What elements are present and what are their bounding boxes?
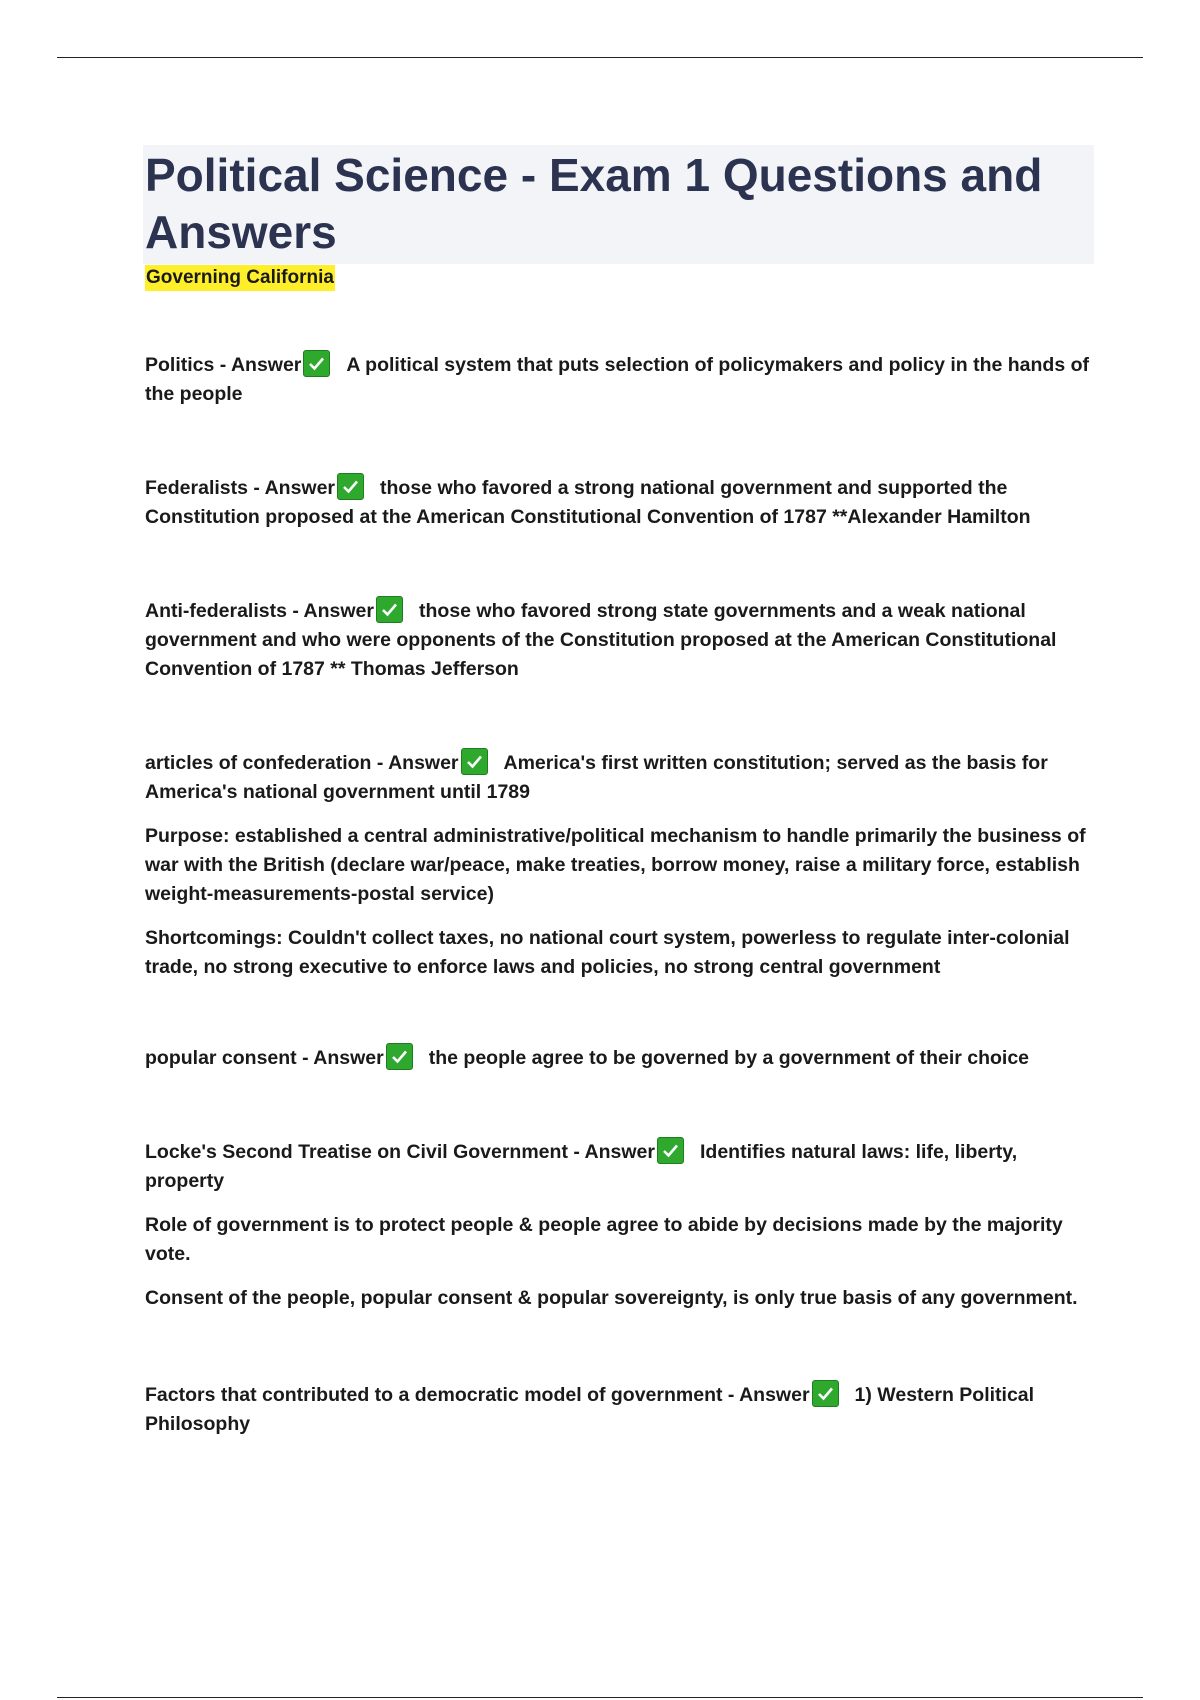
qa-item-politics bbox=[145, 350, 1095, 409]
qa-item-federalists bbox=[145, 473, 1095, 532]
check-mark-icon bbox=[461, 748, 488, 775]
answer-paragraph: Purpose: established a central administrative/political mechanism to handle primarily the business of war with the British (declare war/peace, make treaties, borrow money, raise a military force, establish weight-measurements-postal service) bbox=[145, 825, 1086, 905]
term: Federalists - Answer bbox=[145, 477, 336, 499]
answer: America's first written constitution; served as the basis for America's national government until 1789 bbox=[145, 752, 1048, 803]
term: Anti-federalists - Answer bbox=[145, 600, 374, 622]
check-mark-icon bbox=[657, 1137, 684, 1164]
answer: A political system that puts selection of policymakers and policy in the hands of the people bbox=[145, 354, 1090, 405]
check-mark-icon bbox=[386, 1043, 413, 1070]
check-mark-icon bbox=[376, 596, 403, 623]
title-block bbox=[143, 145, 1094, 264]
qa-item-articles-of-confederation bbox=[145, 748, 1095, 982]
subtitle-highlight: Governing California bbox=[145, 265, 335, 291]
answer: the people agree to be governed by a government of their choice bbox=[428, 1047, 1030, 1069]
answer-paragraph: Consent of the people, popular consent & popular sovereignty, is only true basis of any government. bbox=[145, 1287, 1078, 1309]
term: Politics - Answer bbox=[145, 354, 302, 376]
qa-item-popular-consent bbox=[145, 1043, 1095, 1073]
check-mark-icon bbox=[303, 350, 330, 377]
check-mark-icon bbox=[337, 473, 364, 500]
term: Locke's Second Treatise on Civil Government - Answer bbox=[145, 1141, 655, 1163]
answer: Identifies natural laws: life, liberty, property bbox=[145, 1141, 1018, 1192]
term: Factors that contributed to a democratic model of government - Answer bbox=[145, 1384, 810, 1406]
qa-item-anti-federalists bbox=[145, 596, 1095, 684]
term: articles of confederation - Answer bbox=[145, 752, 459, 774]
answer: those who favored a strong national government and supported the Constitution proposed at the American Constitutional Convention of 1787 **Alexander Hamilton bbox=[145, 477, 1031, 528]
document-body bbox=[145, 145, 1095, 1435]
qa-item-locke bbox=[145, 1137, 1095, 1313]
answer-paragraph: Role of government is to protect people & people agree to abide by decisions made by the majority vote. bbox=[145, 1214, 1063, 1265]
page-title: Political Science - Exam 1 Questions and Answers bbox=[145, 149, 1043, 258]
term: popular consent - Answer bbox=[145, 1047, 384, 1069]
check-mark-icon bbox=[812, 1380, 839, 1407]
bottom-rule bbox=[57, 1697, 1143, 1698]
answer: 1) Western Political Philosophy bbox=[145, 1384, 1035, 1435]
answer-paragraph: Shortcomings: Couldn't collect taxes, no national court system, powerless to regulate inter-colonial trade, no strong executive to enforce laws and policies, no strong central government bbox=[145, 927, 1070, 978]
top-rule bbox=[57, 57, 1143, 58]
qa-item-democratic-factors bbox=[145, 1380, 1095, 1439]
answer: those who favored strong state governments and a weak national government and who were opponents of the Constitution proposed at the American Constitutional Convention of 1787 ** Thomas Jefferson bbox=[145, 600, 1057, 680]
